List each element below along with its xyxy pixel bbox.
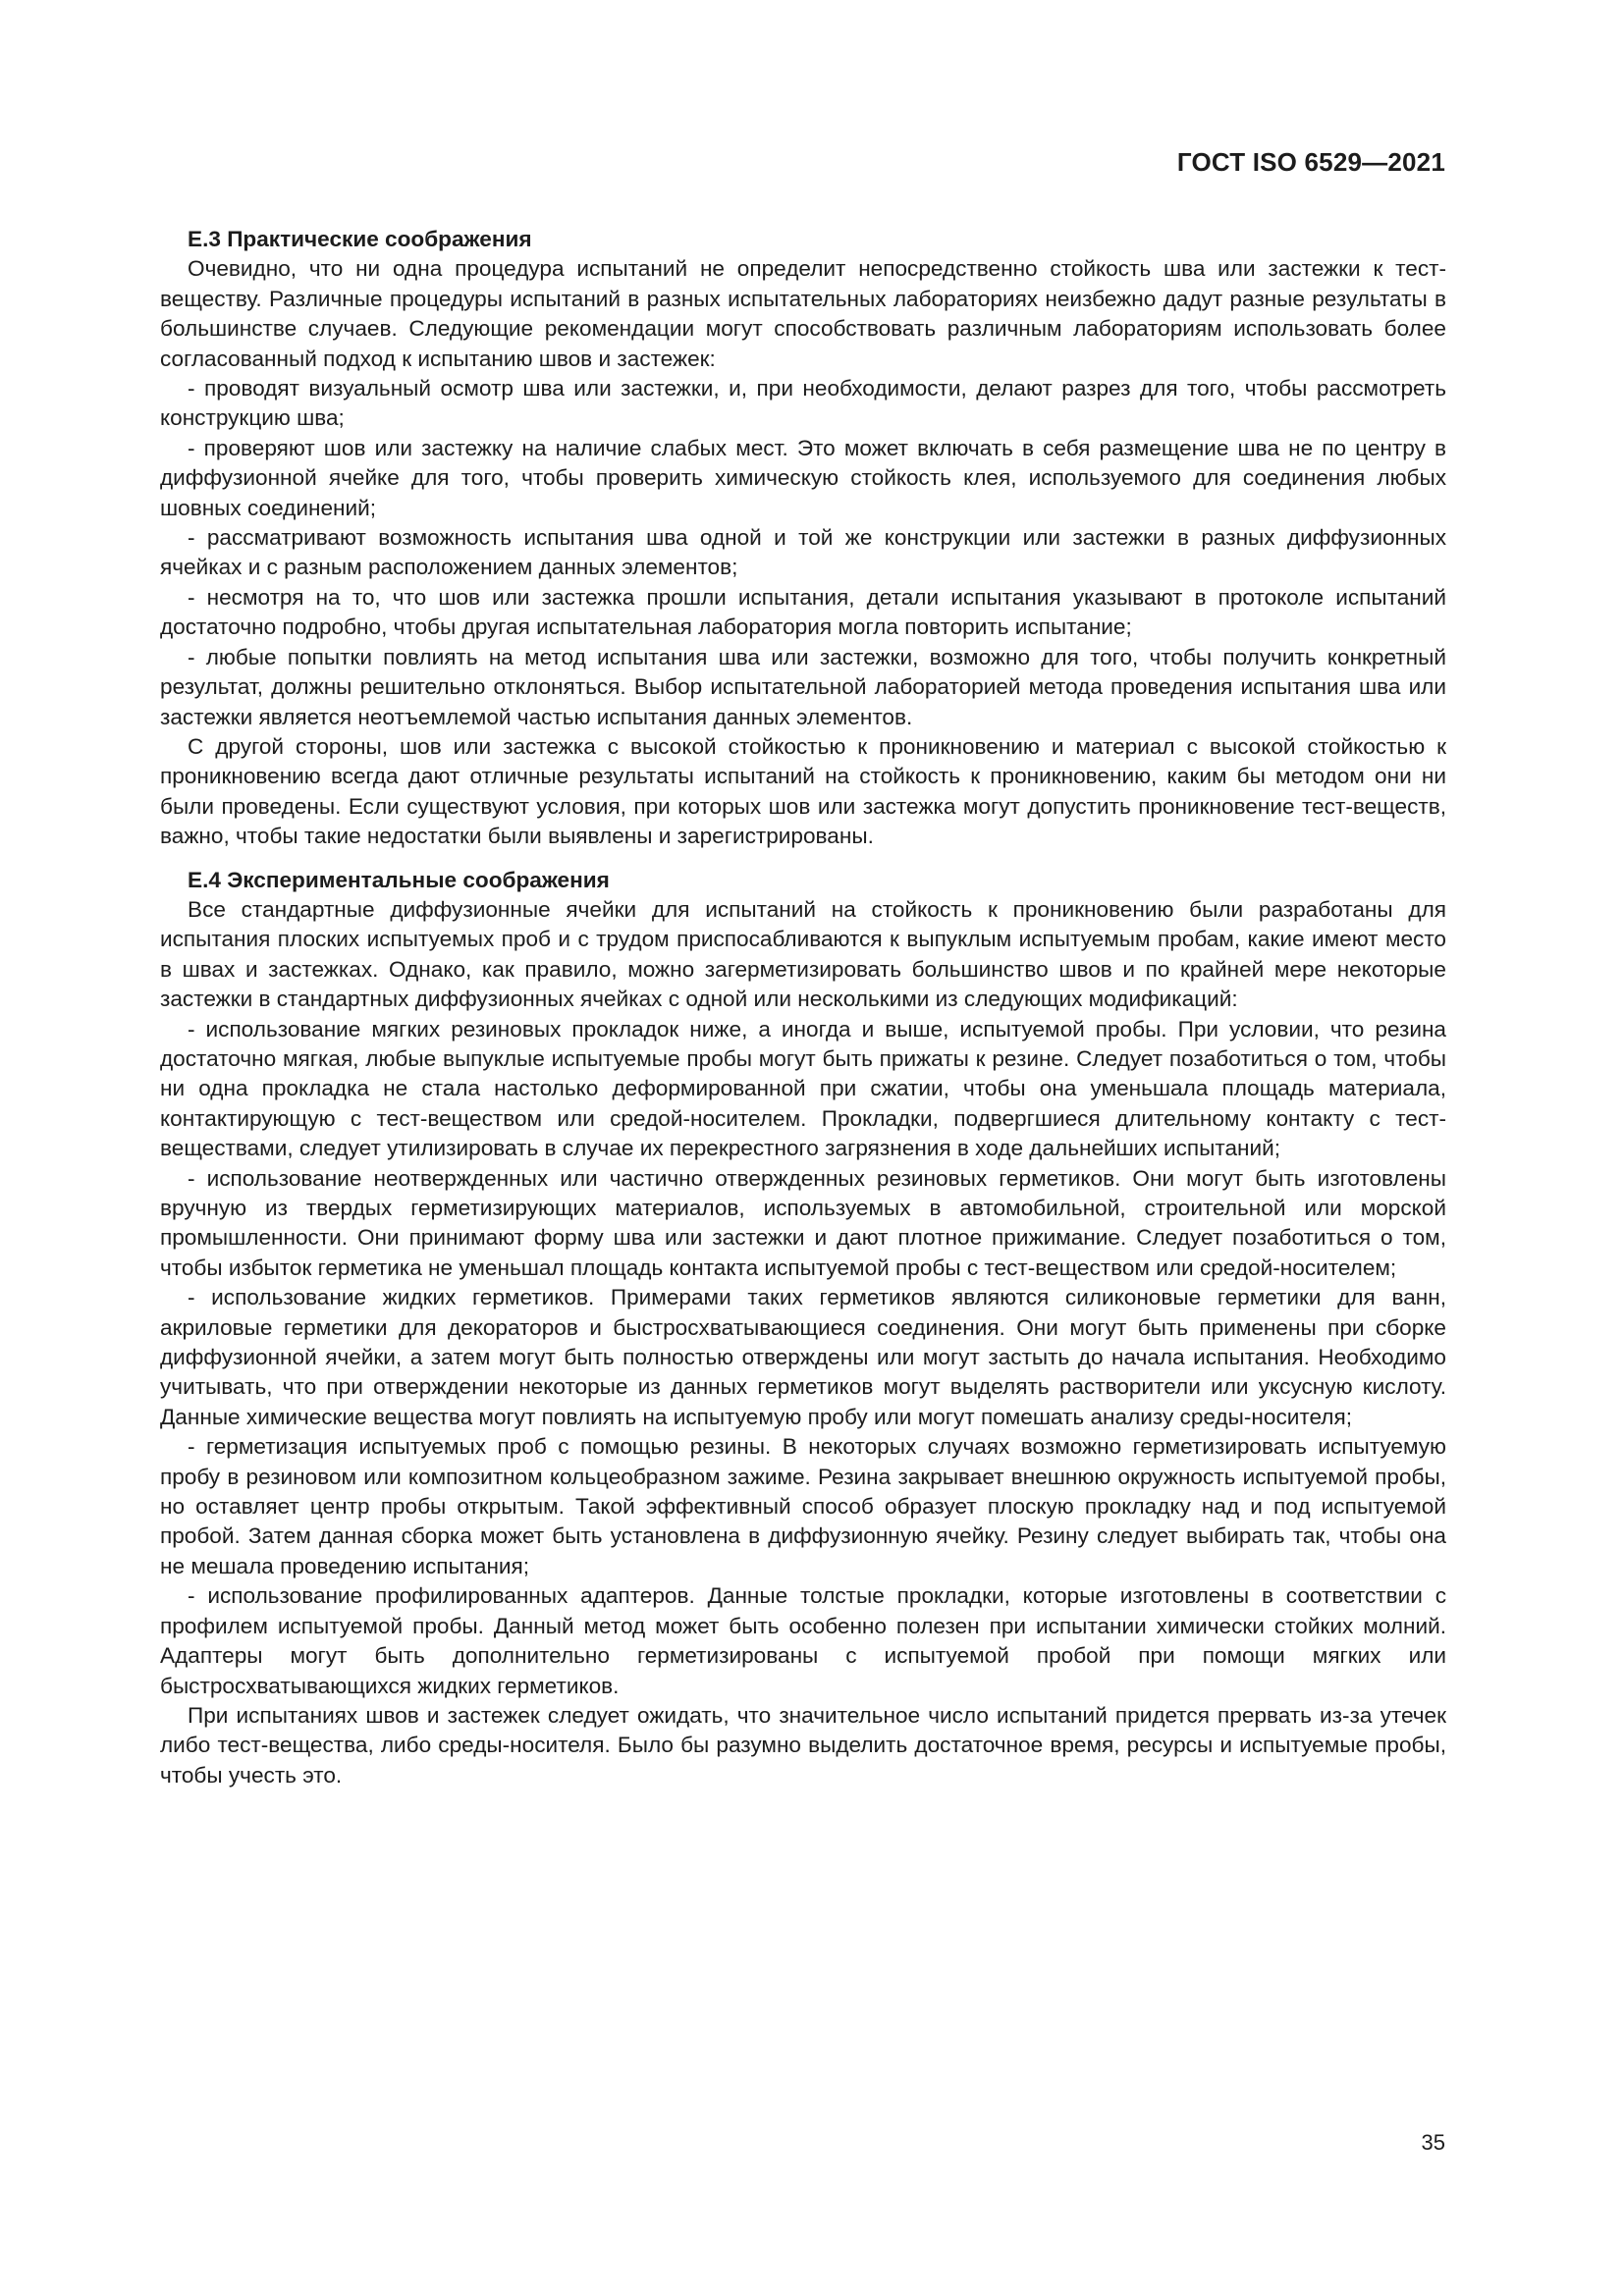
section-e3-title: Е.3 Практические соображения <box>188 227 532 251</box>
document-body <box>160 225 1446 1790</box>
page-number: 35 <box>1421 2130 1445 2155</box>
section-e3-item: - проводят визуальный осмотр шва или застежки, и, при необходимости, делают разрез для того, чтобы рассмотреть конструкцию шва; <box>160 376 1446 431</box>
section-e4-item: - использование жидких герметиков. Примерами таких герметиков являются силиконовые герметики для ванн, акриловые герметики для декораторов и быстросхватывающиеся соединения. Они могут быть применены при сборке диффузионной ячейки, а затем могут быть полностью отверждены или могут застыть до начала испытания. Необходимо учитывать, что при отверждении некоторые из данных герметиков могут выделять растворители или уксусную кислоту. Данные химические вещества могут повлиять на испытуемую пробу или могут помешать анализу среды-носителя; <box>160 1285 1446 1429</box>
section-e4-item: - использование мягких резиновых прокладок ниже, а иногда и выше, испытуемой пробы. При условии, что резина достаточно мягкая, любые выпуклые испытуемые пробы могут быть прижаты к резине. Следует позаботиться о том, чтобы ни одна прокладка не стала настолько деформированной при сжатии, чтобы она уменьшала площадь материала, контактирующую с тест-веществом или средой-носителем. Прокладки, подвергшиеся длительному контакту с тест-веществами, следует утилизировать в случае их перекрестного загрязнения в ходе дальнейших испытаний; <box>160 1016 1446 1161</box>
section-e3-item: - проверяют шов или застежку на наличие слабых мест. Это может включать в себя размещение шва не по центру в диффузионной ячейке для того, чтобы проверить химическую стойкость клея, используемого для соединения любых шовных соединений; <box>160 435 1446 520</box>
section-e4-intro: Все стандартные диффузионные ячейки для испытаний на стойкость к проникновению были разработаны для испытания плоских испытуемых проб и с трудом приспосабливаются к выпуклым испытуемым пробам, какие имеют место в швах и застежках. Однако, как правило, можно загерметизировать большинство швов и по крайней мере некоторые застежки в стандартных диффузионных ячейках с одной или несколькими из следующих модификаций: <box>160 896 1446 1012</box>
section-e4-title: Е.4 Экспериментальные соображения <box>188 867 610 892</box>
section-e3-intro: Очевидно, что ни одна процедура испытаний не определит непосредственно стойкость шва или застежки к тест-веществу. Различные процедуры испытаний в разных испытательных лабораториях неизбежно дадут разные результаты в большинстве случаев. Следующие рекомендации могут способствовать различным лабораториям использовать более согласованный подход к испытанию швов и застежек: <box>160 256 1446 371</box>
section-e3-item: - любые попытки повлиять на метод испытания шва или застежки, возможно для того, чтобы получить конкретный результат, должны решительно отклоняться. Выбор испытательной лабораторией метода проведения испытания шва или застежки является неотъемлемой частью испытания данных элементов. <box>160 644 1446 729</box>
section-e4-closing: При испытаниях швов и застежек следует ожидать, что значительное число испытаний придется прервать из-за утечек либо тест-вещества, либо среды-носителя. Было бы разумно выделить достаточное время, ресурсы и испытуемые пробы, чтобы учесть это. <box>160 1702 1446 1788</box>
section-e4-item: - использование неотвержденных или частично отвержденных резиновых герметиков. Они могут быть изготовлены вручную из твердых герметизирующих материалов, используемых в автомобильной, строительной или морской промышленности. Они принимают форму шва или застежки и дают плотное прижимание. Следует позаботиться о том, чтобы избыток герметика не уменьшал площадь контакта испытуемой пробы с тест-веществом или средой-носителем; <box>160 1165 1446 1280</box>
section-e3-item: - рассматривают возможность испытания шва одной и той же конструкции или застежки в разных диффузионных ячейках и с разным расположением данных элементов; <box>160 525 1446 580</box>
section-e3-item: - несмотря на то, что шов или застежка прошли испытания, детали испытания указывают в протоколе испытаний достаточно подробно, чтобы другая испытательная лаборатория могла повторить испытание; <box>160 584 1446 640</box>
section-e4-item: - герметизация испытуемых проб с помощью резины. В некоторых случаях возможно герметизировать испытуемую пробу в резиновом или композитном кольцеобразном зажиме. Резина закрывает внешнюю окружность испытуемой пробы, но оставляет центр пробы открытым. Такой эффективный способ образует плоскую прокладку над и под испытуемой пробой. Затем данная сборка может быть установлена в диффузионную ячейку. Резину следует выбирать так, чтобы она не мешала проведению испытания; <box>160 1434 1446 1578</box>
section-e4-item: - использование профилированных адаптеров. Данные толстые прокладки, которые изготовлены в соответствии с профилем испытуемой пробы. Данный метод может быть особенно полезен при испытании химически стойких молний. Адаптеры могут быть дополнительно герметизированы с испытуемой пробой при помощи мягких или быстросхватывающихся жидких герметиков. <box>160 1583 1446 1698</box>
section-spacer <box>160 852 1446 866</box>
section-e3-closing: С другой стороны, шов или застежка с высокой стойкостью к проникновению и материал с высокой стойкостью к проникновению всегда дают отличные результаты испытаний на стойкость к проникновению, каким бы методом они ни были проведены. Если существуют условия, при которых шов или застежка могут допустить проникновение тест-веществ, важно, чтобы такие недостатки были выявлены и зарегистрированы. <box>160 733 1446 849</box>
standard-designation: ГОСТ ISO 6529—2021 <box>1176 147 1445 177</box>
